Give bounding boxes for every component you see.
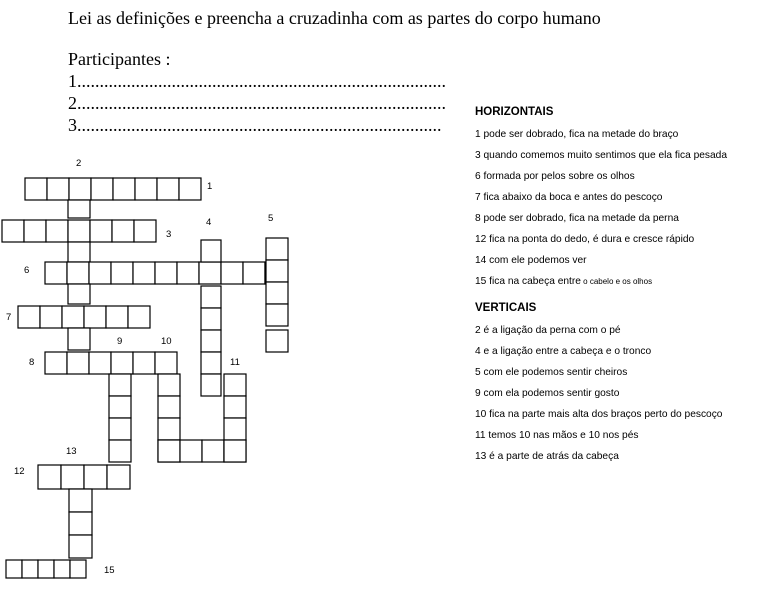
clue-horizontais: 1 pode ser dobrado, fica na metade do braço (475, 129, 679, 140)
crossword-cell[interactable] (91, 178, 113, 200)
crossword-cell[interactable] (158, 418, 180, 440)
crossword-cell[interactable] (68, 284, 90, 304)
crossword-cell[interactable] (84, 465, 107, 489)
crossword-number: 4 (206, 217, 212, 228)
crossword-cell[interactable] (243, 262, 265, 284)
crossword-cell[interactable] (224, 440, 246, 462)
clue-horizontais: 14 com ele podemos ver (475, 255, 587, 266)
crossword-cell[interactable] (199, 262, 221, 284)
crossword-cell[interactable] (107, 465, 130, 489)
crossword-number: 8 (29, 357, 35, 368)
crossword-cell[interactable] (68, 242, 90, 262)
crossword-number: 11 (230, 357, 240, 368)
crossword-number: 13 (66, 446, 77, 457)
crossword-cell[interactable] (135, 178, 157, 200)
crossword-cell[interactable] (221, 262, 243, 284)
clue-horizontais: 3 quando comemos muito sentimos que ela fica pesada (475, 150, 728, 161)
crossword-cell[interactable] (201, 308, 221, 330)
crossword-cell[interactable] (201, 352, 221, 374)
crossword-cell[interactable] (224, 396, 246, 418)
crossword-cell[interactable] (109, 440, 131, 462)
crossword-number: 2 (76, 158, 82, 169)
crossword-number: 10 (161, 336, 172, 347)
crossword-cell[interactable] (69, 489, 92, 512)
crossword-cell[interactable] (67, 352, 89, 374)
crossword-cell[interactable] (266, 304, 288, 326)
crossword-cell[interactable] (111, 352, 133, 374)
crossword-cell[interactable] (113, 178, 135, 200)
crossword-cell[interactable] (109, 396, 131, 418)
crossword-cell[interactable] (266, 330, 288, 352)
crossword-cell[interactable] (158, 374, 180, 396)
clue-verticais: 5 com ele podemos sentir cheiros (475, 367, 628, 378)
crossword-cell[interactable] (158, 440, 180, 462)
clue-verticais: 2 é a ligação da perna com o pé (475, 325, 621, 336)
clue-verticais: 13 é a parte de atrás da cabeça (475, 451, 619, 462)
crossword-cell[interactable] (133, 352, 155, 374)
clue-verticais: 4 e a ligação entre a cabeça e o tronco (475, 346, 652, 357)
crossword-cell[interactable] (224, 374, 246, 396)
crossword-cell[interactable] (70, 560, 86, 578)
horizontais-heading: HORIZONTAIS (475, 106, 554, 118)
clue-horizontais: 7 fica abaixo da boca e antes do pescoço (475, 192, 663, 203)
clue-horizontais: 12 fica na ponta do dedo, é dura e cresce rápido (475, 234, 695, 245)
crossword-cell[interactable] (112, 220, 134, 242)
crossword-cell[interactable] (266, 238, 288, 260)
crossword-cell[interactable] (180, 440, 202, 462)
crossword-cell[interactable] (89, 352, 111, 374)
crossword-cell[interactable] (177, 262, 199, 284)
crossword-cell[interactable] (134, 220, 156, 242)
crossword-number: 5 (268, 213, 274, 224)
crossword-cell[interactable] (22, 560, 38, 578)
crossword-cell[interactable] (38, 465, 61, 489)
crossword-cell[interactable] (67, 262, 89, 284)
crossword-cell[interactable] (201, 374, 221, 396)
crossword-cell[interactable] (46, 220, 68, 242)
crossword-cell[interactable] (106, 306, 128, 328)
crossword-number: 3 (166, 229, 172, 240)
crossword-cell[interactable] (24, 220, 46, 242)
crossword-cell[interactable] (158, 396, 180, 418)
crossword-cell[interactable] (68, 328, 90, 350)
crossword-cell[interactable] (2, 220, 24, 242)
crossword-cell[interactable] (201, 286, 221, 308)
crossword-cell[interactable] (157, 178, 179, 200)
crossword-cell[interactable] (128, 306, 150, 328)
crossword-cell[interactable] (40, 306, 62, 328)
crossword-number: 12 (14, 466, 25, 477)
crossword-cell[interactable] (90, 220, 112, 242)
crossword-cell[interactable] (45, 352, 67, 374)
crossword-cell[interactable] (266, 260, 288, 282)
crossword-cell[interactable] (109, 374, 131, 396)
verticais-heading: VERTICAIS (475, 302, 537, 314)
crossword-cell[interactable] (84, 306, 106, 328)
crossword-cell[interactable] (6, 560, 22, 578)
crossword-cell[interactable] (62, 306, 84, 328)
crossword-cell[interactable] (224, 418, 246, 440)
crossword-cell[interactable] (109, 418, 131, 440)
crossword-number: 7 (6, 312, 12, 323)
crossword-number: 1 (207, 181, 213, 192)
participant-line-2[interactable]: 2.................................................................................. (68, 93, 446, 113)
crossword-number: 15 (104, 565, 115, 576)
clue-horizontais: 6 formada por pelos sobre os olhos (475, 171, 635, 182)
crossword-cell[interactable] (201, 240, 221, 262)
crossword-cell[interactable] (38, 560, 54, 578)
crossword-cell[interactable] (89, 262, 111, 284)
participant-line-3[interactable]: 3................................................................................. (68, 115, 442, 135)
crossword-cell[interactable] (201, 330, 221, 352)
crossword-number: 9 (117, 336, 123, 347)
crossword-cell[interactable] (155, 262, 177, 284)
crossword-cell[interactable] (18, 306, 40, 328)
crossword-cell[interactable] (69, 512, 92, 535)
crossword-cell[interactable] (111, 262, 133, 284)
participants-label: Participantes : (68, 49, 171, 69)
crossword-cell[interactable] (179, 178, 201, 200)
crossword-cell[interactable] (68, 220, 90, 242)
crossword-cell[interactable] (61, 465, 84, 489)
crossword-cell[interactable] (45, 262, 67, 284)
clue-horizontais: 15 fica na cabeça entre o cabelo e os olhos (475, 276, 653, 287)
crossword-cell[interactable] (266, 282, 288, 304)
crossword-number: 6 (24, 265, 30, 276)
clue-verticais: 9 com ela podemos sentir gosto (475, 388, 620, 399)
crossword-cell[interactable] (47, 178, 69, 200)
participant-line-1[interactable]: 1.................................................................................. (68, 71, 446, 91)
crossword-cell[interactable] (69, 535, 92, 558)
clue-verticais: 11 temos 10 nas mãos e 10 nos pés (475, 430, 639, 441)
crossword-cell[interactable] (155, 352, 177, 374)
crossword-cell[interactable] (69, 178, 91, 200)
crossword-cell[interactable] (54, 560, 70, 578)
crossword-cell[interactable] (133, 262, 155, 284)
page-title: Lei as definições e preencha a cruzadinha com as partes do corpo humano (68, 8, 601, 28)
clue-horizontais: 8 pode ser dobrado, fica na metade da perna (475, 213, 679, 224)
crossword-cell[interactable] (25, 178, 47, 200)
crossword-cell[interactable] (202, 440, 224, 462)
crossword-cell[interactable] (68, 200, 90, 218)
clue-verticais: 10 fica na parte mais alta dos braços perto do pescoço (475, 409, 723, 420)
